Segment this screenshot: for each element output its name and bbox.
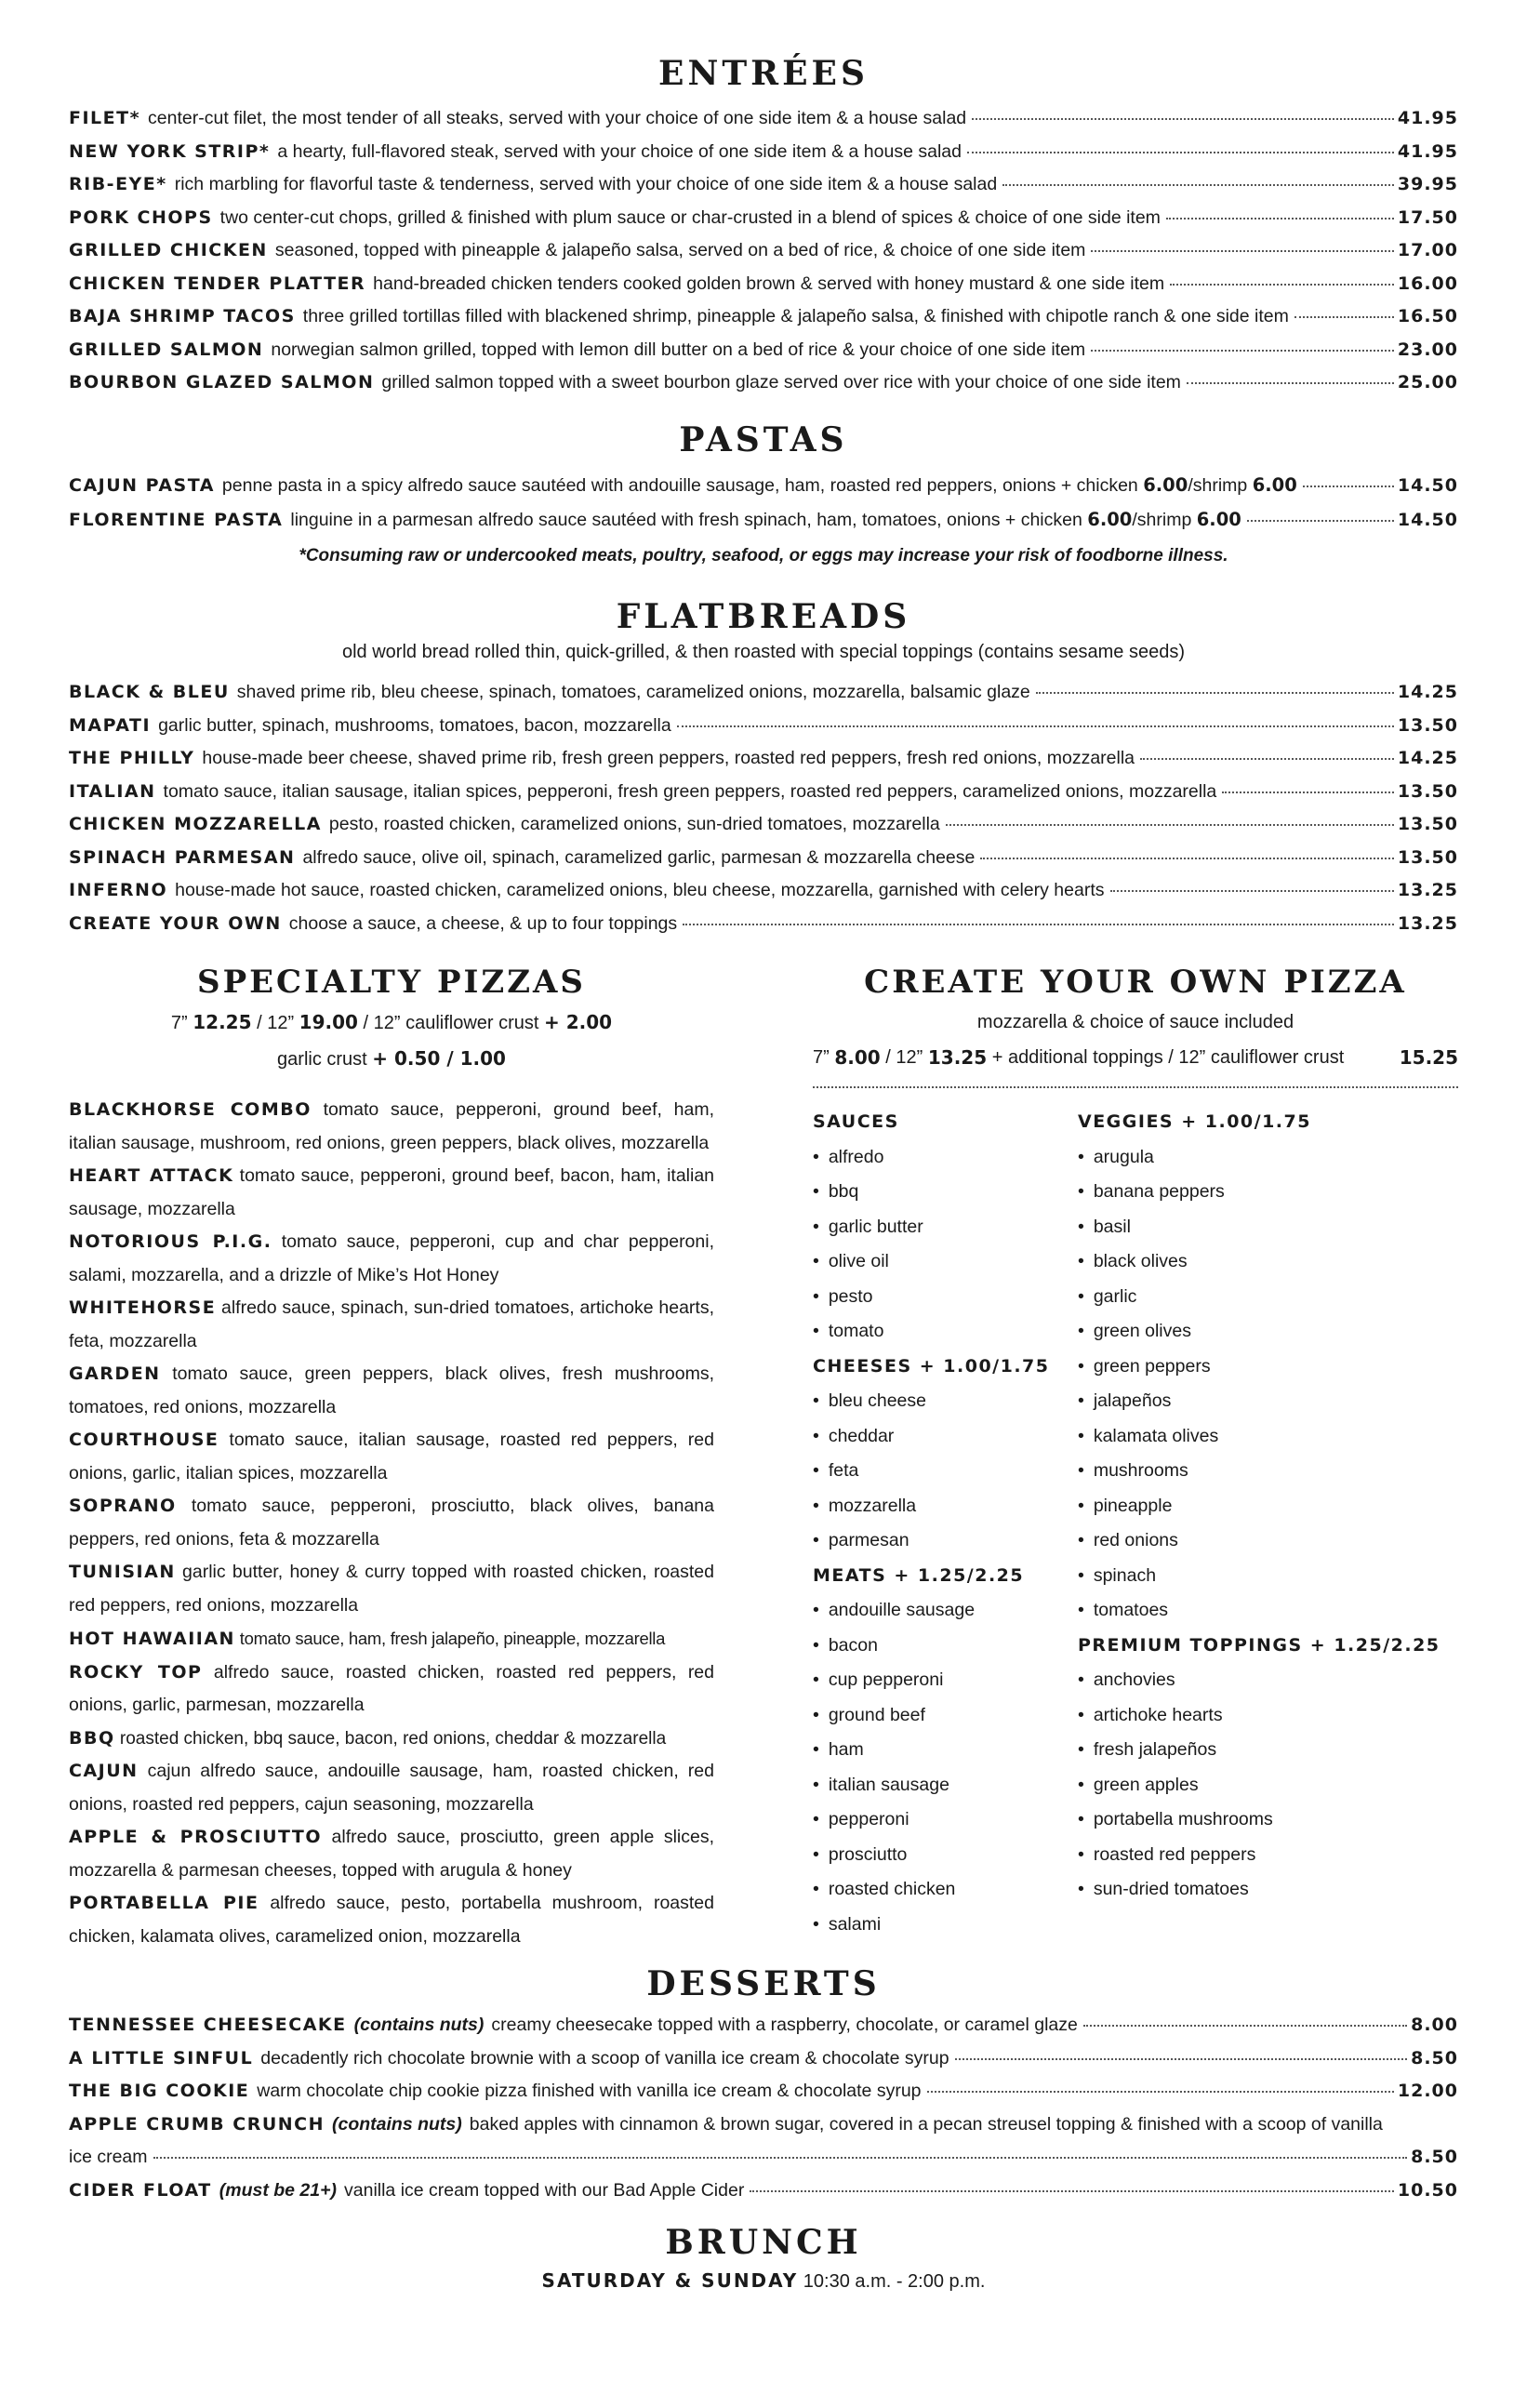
specialty-pizza-item: [69, 1656, 714, 1723]
flatbread-item: [69, 874, 1458, 908]
item-desc: garlic butter, honey & curry topped with roasted chicken, roasted red peppers, red onions, mozzarella: [69, 1562, 714, 1616]
veggie-option: • red onions: [1078, 1523, 1458, 1559]
item-price: 14.25: [1397, 682, 1458, 702]
item-desc: choose a sauce, a cheese, & up to four toppings: [288, 912, 678, 934]
item-price: 12.00: [1397, 2081, 1458, 2101]
pasta-item: [69, 469, 1458, 503]
size-label: / 12” cauliflower crust: [363, 1013, 539, 1033]
entree-item: [69, 300, 1458, 334]
cheese-option: • parmesan: [813, 1523, 1078, 1559]
item-name: HOT HAWAIIAN: [69, 1629, 235, 1649]
addon-shrimp-price: 6.00: [1196, 508, 1241, 530]
item-name: BBQ: [69, 1727, 115, 1749]
item-price: 8.00: [1411, 2015, 1458, 2035]
size-label: / 12”: [885, 1047, 923, 1068]
item-desc: alfredo sauce, spinach, sun-dried tomatoes, artichoke hearts, feta, mozzarella: [69, 1297, 715, 1351]
premium-option: • portabella mushrooms: [1078, 1802, 1458, 1838]
item-name: WHITEHORSE: [69, 1297, 217, 1318]
price: 13.25: [927, 1046, 988, 1069]
meat-option: • roasted chicken: [813, 1872, 1078, 1908]
size-label: 7”: [813, 1047, 830, 1068]
premium-option: • artichoke hearts: [1078, 1698, 1458, 1734]
specialty-pizza-list: [69, 1094, 714, 1953]
dot-leader: [967, 152, 1394, 153]
dot-leader: [955, 2058, 1408, 2060]
entree-item: [69, 102, 1458, 136]
item-desc: tomato sauce, pepperoni, prosciutto, black olives, banana peppers, red onions, feta & mozzarella: [69, 1496, 714, 1550]
sauce-option: • alfredo: [813, 1140, 1078, 1176]
dot-leader: [1002, 184, 1394, 186]
item-name: APPLE & PROSCIUTTO: [69, 1827, 323, 1847]
meat-option: • pepperoni: [813, 1802, 1078, 1838]
dot-leader: [1187, 382, 1394, 384]
item-name: ROCKY TOP: [69, 1661, 203, 1683]
item-desc: roasted chicken, bbq sauce, bacon, red onions, cheddar & mozzarella: [119, 1728, 667, 1749]
item-name: FILET*: [69, 108, 141, 128]
item-name: A LITTLE SINFUL: [69, 2047, 254, 2068]
specialty-pizza-item: [69, 1723, 714, 1756]
specialty-pizzas-section: [69, 964, 714, 1953]
item-name: GARDEN: [69, 1363, 161, 1384]
flatbreads-title: FLATBREADS: [616, 597, 911, 636]
specialty-pizza-item: [69, 1226, 714, 1292]
item-price: 14.25: [1397, 748, 1458, 768]
flatbread-item: [69, 710, 1458, 743]
entree-item: [69, 234, 1458, 268]
item-desc: rich marbling for flavorful taste & tenderness, served with your choice of one side item & a house salad: [174, 174, 998, 194]
addon-label: /shrimp: [1132, 509, 1197, 530]
veggies-heading: VEGGIES + 1.00/1.75: [1078, 1111, 1311, 1132]
size-label: / 12”: [257, 1013, 295, 1033]
premium-option: • anchovies: [1078, 1663, 1458, 1698]
item-name: FLORENTINE PASTA: [69, 509, 284, 530]
item-name: MAPATI: [69, 714, 152, 736]
item-desc: tomato sauce, ham, fresh jalapeño, pineapple, mozzarella: [239, 1629, 666, 1648]
item-desc: decadently rich chocolate brownie with a scoop of vanilla ice cream & chocolate syrup: [260, 2047, 949, 2068]
item-desc: center-cut filet, the most tender of all steaks, served with your choice of one side item & a house salad: [148, 108, 967, 128]
item-note: (must be 21+): [219, 2179, 337, 2201]
addon-label: /shrimp: [1188, 475, 1253, 496]
entree-item: [69, 334, 1458, 367]
desserts-section: [69, 1964, 1458, 2207]
item-name: THE PHILLY: [69, 748, 195, 768]
item-name: SPINACH PARMESAN: [69, 846, 296, 868]
item-price: 13.25: [1397, 912, 1458, 934]
item-price: 14.50: [1397, 509, 1458, 530]
specialty-pizzas-title: SPECIALTY PIZZAS: [197, 964, 586, 1001]
item-desc: tomato sauce, italian sausage, italian spices, pepperoni, fresh green peppers, roasted red peppers, caramelized onions, mozzarella: [163, 780, 1217, 802]
dot-leader: [980, 858, 1394, 859]
specialty-pizza-item: [69, 1094, 714, 1160]
item-price: 13.50: [1397, 714, 1458, 736]
sauce-option: • olive oil: [813, 1244, 1078, 1280]
item-price: 14.50: [1397, 475, 1458, 496]
item-note: (contains nuts): [353, 2015, 485, 2035]
item-name: CAJUN: [69, 1761, 139, 1781]
brunch-section: [69, 2223, 1458, 2293]
item-price: 23.00: [1397, 339, 1458, 360]
specialty-pizza-item: [69, 1424, 714, 1490]
size-label: garlic crust: [277, 1049, 367, 1070]
dot-leader: [946, 824, 1394, 826]
item-desc: baked apples with cinnamon & brown sugar, covered in a pecan streusel topping & finished with a scoop of vanilla: [469, 2113, 1383, 2135]
item-name: TENNESSEE CHEESECAKE: [69, 2015, 347, 2035]
dot-leader: [750, 2190, 1394, 2192]
veggie-option: • mushrooms: [1078, 1454, 1458, 1489]
item-name: GRILLED SALMON: [69, 339, 264, 360]
item-desc: alfredo sauce, roasted chicken, roasted red peppers, red onions, garlic, parmesan, mozzarella: [69, 1661, 715, 1715]
cheese-option: • feta: [813, 1454, 1078, 1489]
item-price: 8.50: [1411, 2047, 1458, 2068]
item-desc: shaved prime rib, bleu cheese, spinach, tomatoes, caramelized onions, mozzarella, balsamic glaze: [236, 682, 1030, 702]
specialty-pizza-item: [69, 1292, 714, 1358]
item-desc: vanilla ice cream topped with our Bad Apple Cider: [344, 2179, 745, 2201]
pizza-columns: [69, 964, 1458, 1953]
veggie-option: • tomatoes: [1078, 1593, 1458, 1629]
item-price: 17.00: [1397, 240, 1458, 260]
dot-leader: [153, 2157, 1408, 2159]
meat-option: • andouille sausage: [813, 1593, 1078, 1629]
dessert-item: [69, 2075, 1458, 2108]
dot-leader: [1083, 2025, 1407, 2027]
item-name: NEW YORK STRIP*: [69, 140, 271, 162]
entree-item: [69, 366, 1458, 400]
item-desc: grilled salmon topped with a sweet bourbon glaze served over rice with your choice of one side item: [381, 372, 1181, 392]
sauces-heading: SAUCES: [813, 1111, 899, 1132]
flatbreads-list: [69, 676, 1458, 940]
sauce-option: • pesto: [813, 1280, 1078, 1315]
entree-item: [69, 202, 1458, 235]
dessert-item-continued: [69, 2141, 1458, 2175]
brunch-days: SATURDAY & SUNDAY: [541, 2269, 799, 2292]
price: 8.00: [834, 1046, 881, 1069]
premium-option: • roasted red peppers: [1078, 1838, 1458, 1873]
meat-option: • ground beef: [813, 1698, 1078, 1734]
premium-option: • sun-dried tomatoes: [1078, 1872, 1458, 1908]
sauce-option: • bbq: [813, 1175, 1078, 1210]
cyo-divider: [813, 1086, 1458, 1088]
cheese-option: • cheddar: [813, 1419, 1078, 1455]
flatbread-item: [69, 908, 1458, 941]
specialty-pizza-item: [69, 1887, 714, 1953]
dot-leader: [1247, 520, 1394, 522]
item-name: GRILLED CHICKEN: [69, 240, 268, 260]
cheeses-heading: CHEESES + 1.00/1.75: [813, 1355, 1050, 1377]
item-desc: tomato sauce, pepperoni, ground beef, ham, italian sausage, mushroom, red onions, green peppers, black olives, mozzarella: [69, 1099, 715, 1153]
item-desc: tomato sauce, green peppers, black olives, fresh mushrooms, tomatoes, red onions, mozzarella: [69, 1363, 714, 1417]
meat-option: • italian sausage: [813, 1768, 1078, 1803]
item-price: 8.50: [1411, 2147, 1458, 2167]
item-desc: creamy cheesecake topped with a raspberry, chocolate, or caramel glaze: [491, 2015, 1078, 2035]
dot-leader: [1036, 692, 1394, 694]
item-price: 13.50: [1397, 780, 1458, 802]
cyo-size-prices: [813, 1040, 1458, 1075]
veggie-option: • garlic: [1078, 1280, 1458, 1315]
specialty-pizza-item: [69, 1622, 714, 1656]
veggie-option: • basil: [1078, 1210, 1458, 1245]
item-desc: three grilled tortillas filled with blackened shrimp, pineapple & jalapeño salsa, & finished with chipotle ranch & one side item: [302, 306, 1289, 326]
addon-chicken-price: 6.00: [1143, 474, 1188, 496]
entrees-title: ENTRÉES: [658, 54, 869, 93]
item-name: APPLE CRUMB CRUNCH: [69, 2113, 325, 2135]
item-name: CAJUN PASTA: [69, 475, 215, 496]
item-desc: hand-breaded chicken tenders cooked golden brown & served with honey mustard & one side item: [373, 273, 1165, 294]
item-name: BAJA SHRIMP TACOS: [69, 306, 296, 326]
price: 15.25: [1399, 1046, 1458, 1069]
cheese-option: • bleu cheese: [813, 1384, 1078, 1419]
item-desc: alfredo sauce, olive oil, spinach, caramelized garlic, parmesan & mozzarella cheese: [302, 846, 976, 868]
spacer: [1344, 1040, 1399, 1075]
dot-leader: [1294, 316, 1394, 318]
pasta-item: [69, 503, 1458, 538]
dessert-item: [69, 2108, 1458, 2142]
specialty-pizza-item: [69, 1755, 714, 1821]
item-name: HEART ATTACK: [69, 1165, 234, 1186]
premium-option: • fresh jalapeños: [1078, 1733, 1458, 1768]
meat-option: • bacon: [813, 1629, 1078, 1664]
item-price: 13.25: [1397, 880, 1458, 900]
specialty-size-prices: [69, 1004, 714, 1041]
price: 19.00: [299, 1011, 358, 1033]
entree-item: [69, 168, 1458, 202]
meat-option: • salami: [813, 1908, 1078, 1943]
veggie-option: • jalapeños: [1078, 1384, 1458, 1419]
meat-option: • prosciutto: [813, 1838, 1078, 1873]
flatbreads-subtitle: old world bread rolled thin, quick-grilled, & then roasted with special toppings (contains sesame seeds): [341, 642, 1186, 662]
addon-label: + chicken: [1000, 509, 1088, 530]
meats-heading: MEATS + 1.25/2.25: [813, 1564, 1025, 1586]
toppings-column-left: [813, 1105, 1078, 1942]
price: + 2.00: [544, 1011, 613, 1033]
addon-shrimp-price: 6.00: [1252, 474, 1297, 496]
dot-leader: [1166, 218, 1394, 219]
item-desc: seasoned, topped with pineapple & jalapeño salsa, served on a bed of rice, & choice of one side item: [274, 240, 1086, 260]
addon-chicken-price: 6.00: [1087, 508, 1133, 530]
veggie-option: • pineapple: [1078, 1489, 1458, 1524]
specialty-garlic-crust: [69, 1041, 714, 1077]
item-name: THE BIG COOKIE: [69, 2081, 250, 2101]
specialty-pizza-item: [69, 1556, 714, 1622]
entree-item: [69, 268, 1458, 301]
item-desc: alfredo sauce, prosciutto, green apple slices, mozzarella & parmesan cheeses, topped with arugula & honey: [69, 1827, 714, 1881]
price: 12.25: [192, 1011, 252, 1033]
flatbread-item: [69, 676, 1458, 710]
veggie-option: • kalamata olives: [1078, 1419, 1458, 1455]
item-desc: tomato sauce, pepperoni, ground beef, bacon, ham, italian sausage, mozzarella: [69, 1165, 715, 1219]
dessert-item: [69, 2009, 1458, 2042]
size-label: 7”: [170, 1013, 188, 1033]
item-price: 10.50: [1397, 2179, 1458, 2201]
item-price: 17.50: [1397, 206, 1458, 228]
item-desc: ice cream: [69, 2147, 148, 2167]
item-name: BLACK & BLEU: [69, 682, 230, 702]
dot-leader: [1222, 791, 1394, 793]
item-desc: house-made beer cheese, shaved prime rib, fresh green peppers, roasted red peppers, fresh red onions, mozzarella: [202, 748, 1135, 768]
flatbread-item: [69, 742, 1458, 776]
dot-leader: [1303, 486, 1394, 487]
item-desc: alfredo sauce, pesto, portabella mushroom, roasted chicken, kalamata olives, caramelized onion, mozzarella: [69, 1893, 714, 1947]
item-name: BLACKHORSE COMBO: [69, 1099, 312, 1120]
desserts-title: DESSERTS: [646, 1964, 881, 2003]
item-price: 13.50: [1397, 846, 1458, 868]
veggie-option: • banana peppers: [1078, 1175, 1458, 1210]
cheese-option: • mozzarella: [813, 1489, 1078, 1524]
veggie-option: • black olives: [1078, 1244, 1458, 1280]
item-desc: norwegian salmon grilled, topped with lemon dill butter on a bed of rice & your choice of one side item: [271, 339, 1086, 360]
item-desc: tomato sauce, italian sausage, roasted red peppers, red onions, garlic, italian spices, mozzarella: [69, 1430, 714, 1483]
entrees-list: [69, 102, 1458, 400]
item-name: CHICKEN MOZZARELLA: [69, 814, 322, 834]
pastas-title: PASTAS: [679, 420, 848, 459]
dessert-item: [69, 2175, 1458, 2208]
item-desc: two center-cut chops, grilled & finished with plum sauce or char-crusted in a blend of spices & choice of one side item: [219, 206, 1161, 228]
specialty-pizza-item: [69, 1358, 714, 1424]
item-desc: cajun alfredo sauce, andouille sausage, ham, roasted chicken, red onions, roasted red peppers, cajun seasoning, mozzarella: [69, 1761, 714, 1815]
dot-leader: [1091, 250, 1393, 252]
specialty-pizza-item: [69, 1821, 714, 1887]
item-name: CHICKEN TENDER PLATTER: [69, 273, 366, 294]
flatbread-item: [69, 842, 1458, 875]
item-price: 41.95: [1397, 108, 1458, 128]
pastas-list: [69, 469, 1458, 537]
item-name: INFERNO: [69, 880, 168, 900]
foodborne-warning: *Consuming raw or undercooked meats, poultry, seafood, or eggs may increase your risk of foodborne illness.: [299, 546, 1228, 565]
item-name: SOPRANO: [69, 1496, 177, 1516]
item-name: CREATE YOUR OWN: [69, 912, 282, 934]
item-name: CIDER FLOAT: [69, 2179, 212, 2201]
entree-item: [69, 136, 1458, 169]
price: + 0.50 / 1.00: [372, 1047, 506, 1070]
veggie-option: • arugula: [1078, 1140, 1458, 1176]
create-your-own-section: [813, 964, 1458, 1953]
item-price: 16.50: [1397, 306, 1458, 326]
meat-option: • cup pepperoni: [813, 1663, 1078, 1698]
item-desc: penne pasta in a spicy alfredo sauce sautéed with andouille sausage, ham, roasted red peppers, onions: [221, 475, 1056, 496]
veggie-option: • spinach: [1078, 1559, 1458, 1594]
sauce-option: • garlic butter: [813, 1210, 1078, 1245]
item-name: RIB-EYE*: [69, 174, 167, 194]
size-label: + additional toppings / 12” cauliflower crust: [991, 1047, 1345, 1068]
veggie-option: • green olives: [1078, 1314, 1458, 1350]
item-desc: warm chocolate chip cookie pizza finished with vanilla ice cream & chocolate syrup: [257, 2081, 922, 2101]
desserts-list: [69, 2009, 1458, 2207]
brunch-hours: [69, 2269, 1458, 2293]
item-name: ITALIAN: [69, 780, 156, 802]
dot-leader: [1110, 890, 1394, 892]
dot-leader: [683, 924, 1394, 925]
dot-leader: [677, 725, 1394, 727]
premium-toppings-heading: PREMIUM TOPPINGS + 1.25/2.25: [1078, 1634, 1440, 1656]
brunch-time: 10:30 a.m. - 2:00 p.m.: [803, 2271, 986, 2292]
pastas-section: [69, 420, 1458, 566]
item-desc: tomato sauce, pepperoni, cup and char pepperoni, salami, mozzarella, and a drizzle of Mike’s Hot Honey: [69, 1231, 714, 1285]
item-name: NOTORIOUS P.I.G.: [69, 1231, 272, 1252]
item-price: 16.00: [1397, 273, 1458, 294]
dot-leader: [1091, 350, 1394, 352]
dot-leader: [972, 118, 1394, 120]
cyo-title: CREATE YOUR OWN PIZZA: [864, 964, 1407, 1001]
toppings-columns: [813, 1105, 1458, 1942]
brunch-title: BRUNCH: [665, 2223, 862, 2262]
flatbread-item: [69, 808, 1458, 842]
veggie-option: • green peppers: [1078, 1350, 1458, 1385]
addon-label: + chicken: [1055, 475, 1144, 496]
toppings-column-right: [1078, 1105, 1458, 1942]
item-desc: linguine in a parmesan alfredo sauce sautéed with fresh spinach, ham, tomatoes, onions: [290, 509, 1001, 530]
flatbread-item: [69, 776, 1458, 809]
flatbreads-section: [69, 597, 1458, 940]
item-desc: garlic butter, spinach, mushrooms, tomatoes, bacon, mozzarella: [158, 714, 671, 736]
item-price: 25.00: [1397, 372, 1458, 392]
item-name: TUNISIAN: [69, 1562, 176, 1582]
item-desc: a hearty, full-flavored steak, served with your choice of one side item & a house salad: [277, 140, 962, 162]
cyo-subtitle: mozzarella & choice of sauce included: [976, 1012, 1294, 1032]
dot-leader: [1140, 758, 1394, 760]
premium-option: • green apples: [1078, 1768, 1458, 1803]
item-note: (contains nuts): [332, 2113, 462, 2135]
item-desc: house-made hot sauce, roasted chicken, caramelized onions, bleu cheese, mozzarella, garnished with celery hearts: [175, 880, 1105, 900]
item-name: PORK CHOPS: [69, 206, 213, 228]
item-price: 39.95: [1397, 174, 1458, 194]
dot-leader: [1170, 284, 1394, 286]
specialty-pizza-item: [69, 1490, 714, 1556]
item-name: BOURBON GLAZED SALMON: [69, 372, 375, 392]
specialty-pizza-item: [69, 1160, 714, 1226]
meat-option: • ham: [813, 1733, 1078, 1768]
item-name: PORTABELLA PIE: [69, 1893, 259, 1913]
dot-leader: [927, 2091, 1394, 2093]
dessert-item: [69, 2042, 1458, 2076]
item-desc: pesto, roasted chicken, caramelized onions, sun-dried tomatoes, mozzarella: [328, 814, 940, 834]
entrees-section: [69, 54, 1458, 400]
item-price: 41.95: [1397, 140, 1458, 162]
sauce-option: • tomato: [813, 1314, 1078, 1350]
item-name: COURTHOUSE: [69, 1430, 219, 1450]
item-price: 13.50: [1397, 814, 1458, 834]
